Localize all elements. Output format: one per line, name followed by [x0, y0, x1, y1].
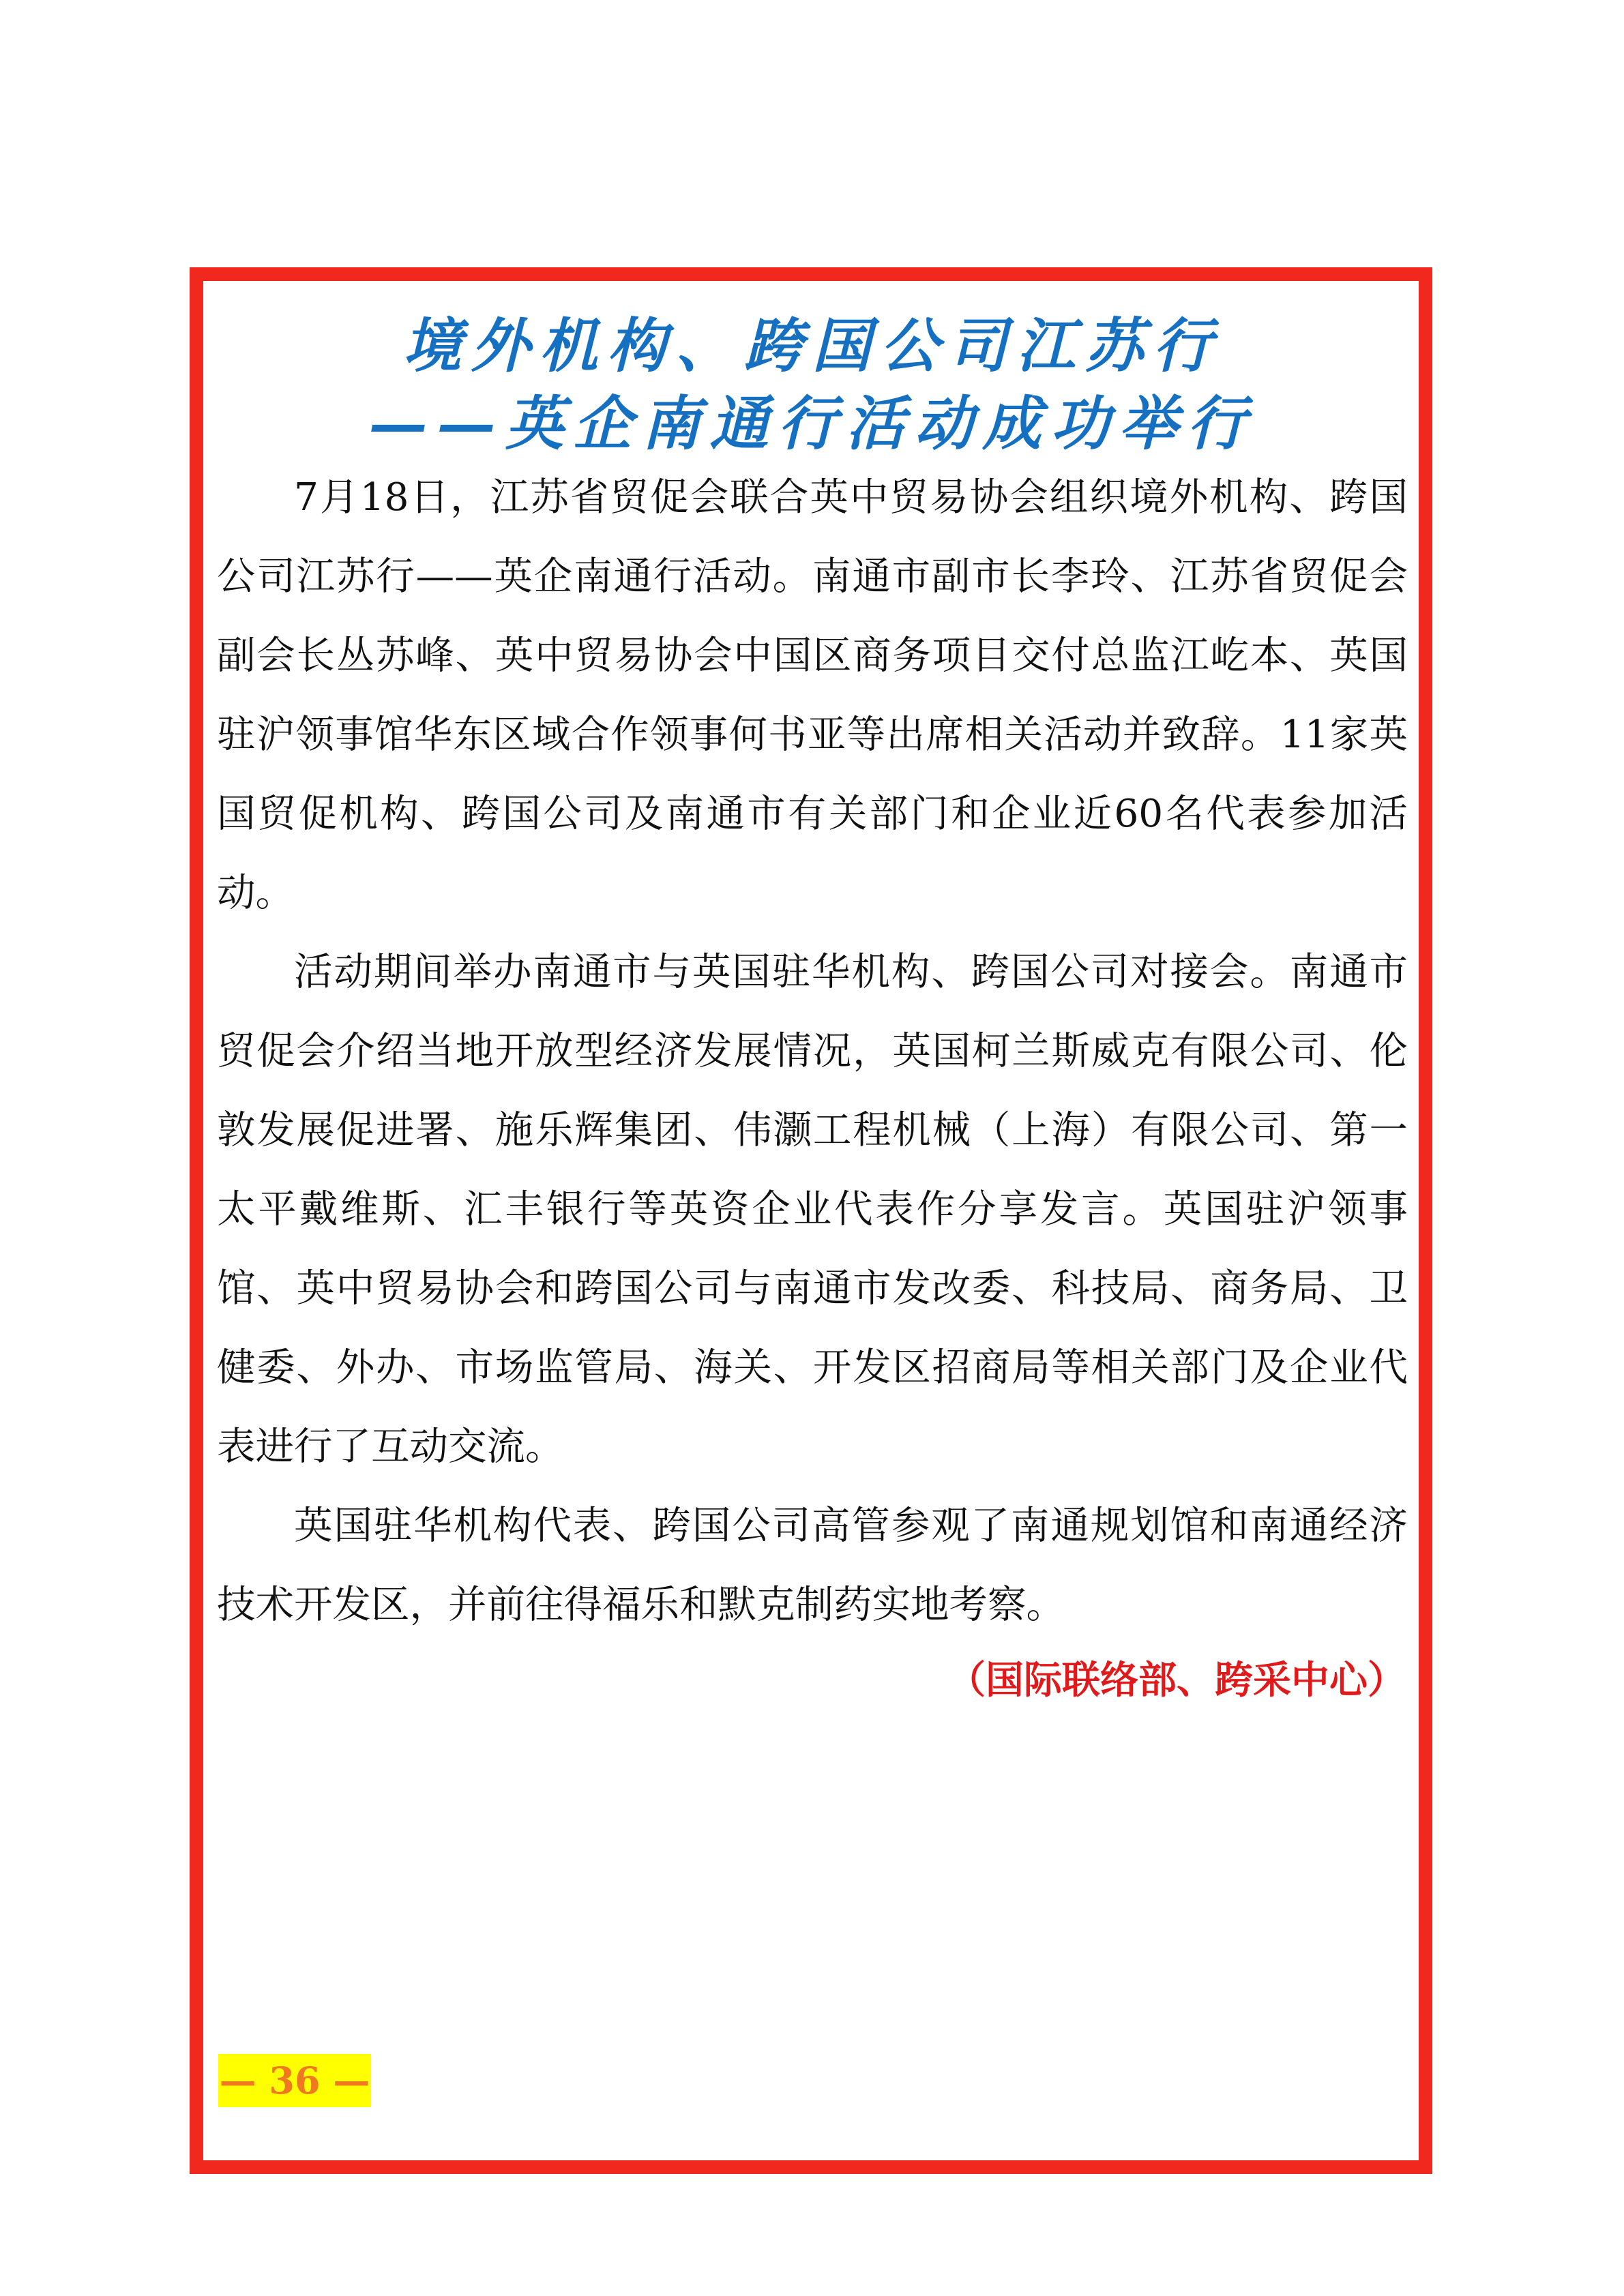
- signature: （国际联络部、跨采中心）: [947, 1658, 1406, 1703]
- paragraph-2: 活动期间举办南通市与英国驻华机构、跨国公司对接会。南通市贸促会介绍当地开放型经济发展情况，英国柯兰斯威克有限公司、伦敦发展促进署、施乐辉集团、伟灏工程机械（上海）有限公司、第一太平戴维斯、汇丰银行等英资企业代表作分享发言。英国驻沪领事馆、英中贸易协会和跨国公司与南通市发改委、科技局、商务局、卫健委、外办、市场监管局、海关、开发区招商局等相关部门及企业代表进行了互动交流。: [217, 950, 1408, 1469]
- article-body: [217, 458, 1408, 1645]
- paragraph-1: 7月18日，江苏省贸促会联合英中贸易协会组织境外机构、跨国公司江苏行——英企南通行活动。南通市副市长李玲、江苏省贸促会副会长丛苏峰、英中贸易协会中国区商务项目交付总监江屹本、英国驻沪领事馆华东区域合作领事何书亚等出席相关活动并致辞。11家英国贸促机构、跨国公司及南通市有关部门和企业近60名代表参加活动。: [217, 475, 1408, 915]
- page-number: — 36 —: [218, 2054, 371, 2107]
- title-line-2: ——英企南通行活动成功举行: [368, 389, 1256, 458]
- title-line-1: 境外机构、跨国公司江苏行: [402, 312, 1222, 381]
- paragraph-3: 英国驻华机构代表、跨国公司高管参观了南通规划馆和南通经济技术开发区，并前往得福乐和默克制药实地考察。: [217, 1504, 1408, 1627]
